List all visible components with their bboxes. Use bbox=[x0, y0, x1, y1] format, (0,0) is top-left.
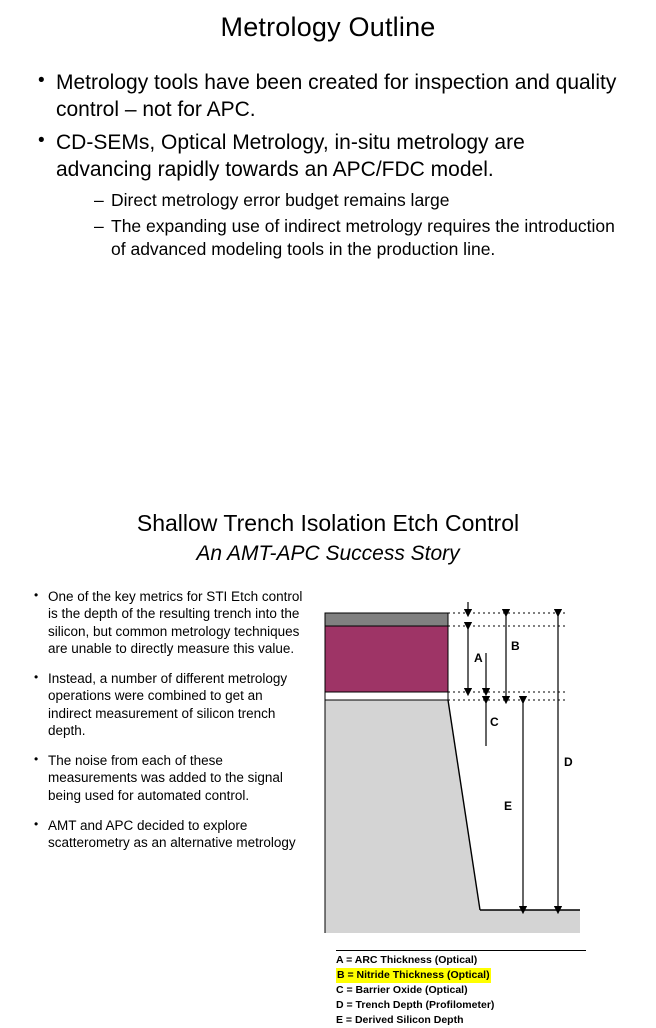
slide1-subbullet-list bbox=[94, 189, 626, 261]
bullet-text: The noise from each of these measurements was added to the signal being used for automated control. bbox=[48, 753, 283, 803]
legend-row bbox=[336, 953, 586, 968]
diagram-legend bbox=[336, 950, 586, 1028]
list-item bbox=[38, 69, 626, 124]
dimension-label-a: A bbox=[474, 651, 483, 665]
legend-text: C = Barrier Oxide (Optical) bbox=[336, 983, 468, 996]
slide1-bullet-list bbox=[0, 69, 656, 261]
list-item bbox=[34, 817, 306, 852]
bullet-marker-icon: • bbox=[34, 588, 39, 602]
bullet-text: Metrology tools have been created for inspection and quality control – not for APC. bbox=[56, 71, 617, 122]
dimension-label-c: C bbox=[490, 715, 499, 729]
list-item bbox=[34, 752, 306, 804]
list-item bbox=[34, 670, 306, 739]
bullet-text: CD-SEMs, Optical Metrology, in-situ metrology are advancing rapidly towards an APC/FDC model. bbox=[56, 130, 525, 181]
slide2-bullet-list bbox=[34, 588, 306, 864]
bullet-text: AMT and APC decided to explore scatterometry as an alternative metrology bbox=[48, 817, 296, 851]
bullet-marker-icon: • bbox=[34, 816, 39, 831]
dash-marker-icon: – bbox=[94, 190, 104, 211]
legend-row bbox=[336, 968, 586, 983]
page-title: Metrology Outline bbox=[220, 12, 436, 42]
legend-row bbox=[336, 1013, 586, 1028]
bullet-marker-icon: • bbox=[34, 752, 39, 767]
slide-2 bbox=[0, 510, 656, 1026]
sti-cross-section-diagram bbox=[318, 588, 638, 928]
slide2-subtitle: An AMT-APC Success Story bbox=[196, 542, 460, 565]
bullet-text: One of the key metrics for STI Etch control is the depth of the resulting trench into the silicon, but common metrology techniques are unable to directly measure this value. bbox=[48, 589, 303, 656]
subbullet-text: Direct metrology error budget remains large bbox=[111, 190, 450, 211]
legend-row bbox=[336, 998, 586, 1013]
dimension-label-e: E bbox=[504, 799, 513, 813]
bullet-marker-icon: • bbox=[38, 129, 45, 151]
list-item bbox=[94, 215, 626, 261]
bullet-marker-icon: • bbox=[34, 670, 39, 685]
legend-text: A = ARC Thickness (Optical) bbox=[336, 954, 478, 966]
legend-text-highlighted: B = Nitride Thickness (Optical) bbox=[337, 968, 490, 981]
dimension-label-b: B bbox=[511, 639, 520, 653]
slide2-title: Shallow Trench Isolation Etch Control bbox=[136, 510, 520, 536]
legend-text: E = Derived Silicon Depth bbox=[336, 1013, 464, 1026]
slide2-body bbox=[0, 588, 656, 1026]
list-item bbox=[38, 129, 626, 184]
dash-marker-icon: – bbox=[94, 216, 104, 237]
bullet-marker-icon: • bbox=[38, 70, 45, 91]
subbullet-text: The expanding use of indirect metrology requires the introduction of advanced modeling tools in the production line. bbox=[111, 216, 615, 260]
legend-row bbox=[336, 983, 586, 998]
bullet-text: Instead, a number of different metrology operations were combined to get an indirect measurement of silicon trench depth. bbox=[48, 671, 288, 738]
dimension-label-d: D bbox=[564, 755, 573, 769]
list-item bbox=[94, 189, 626, 212]
list-item bbox=[34, 588, 306, 657]
legend-text: D = Trench Depth (Profilometer) bbox=[336, 998, 495, 1011]
